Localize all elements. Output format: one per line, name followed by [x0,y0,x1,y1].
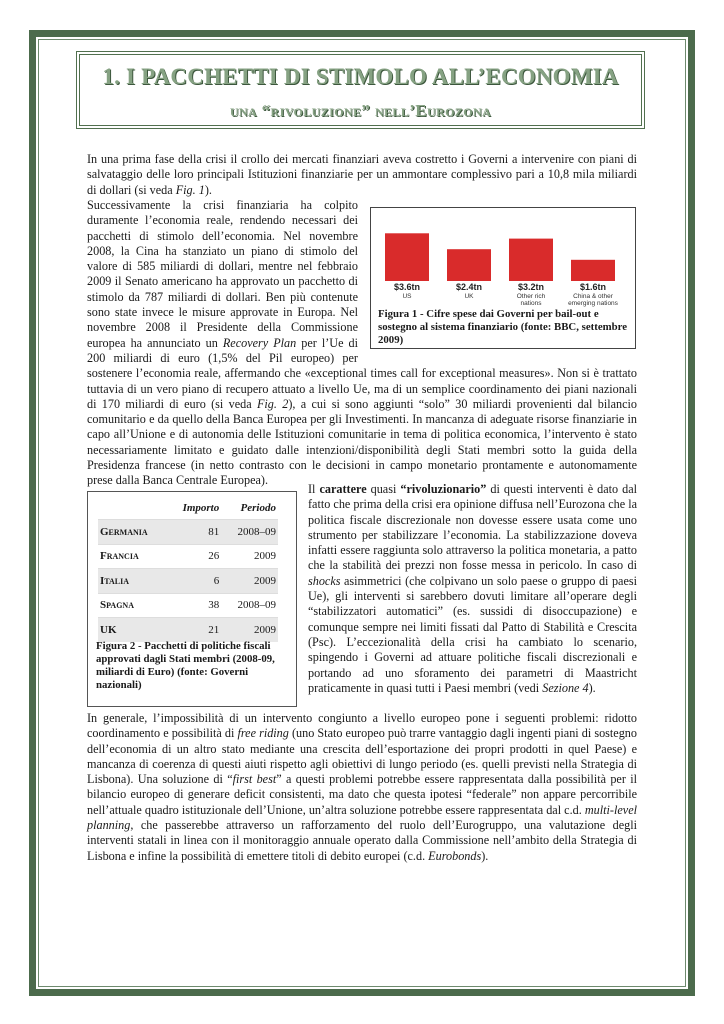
table-header-periodo: Periodo [240,502,276,514]
table-row [98,618,278,642]
term-shocks: shocks [308,573,341,588]
table-cell-period: 2008–09 [221,520,278,545]
table-cell-amount: 38 [167,593,221,618]
term-rivoluzionario: “rivoluzionario” [400,482,487,496]
table-row [98,593,278,618]
figure1-caption: Figura 1 - Cifre spese dai Governi per bail-out e sostegno al sistema finanziario (fonte: BBC, settembre 2009) [378,308,627,346]
table-row [98,544,278,569]
table-row [98,569,278,594]
chart-category-label: China & other [573,293,613,300]
table-cell-country: Spagna [98,593,167,618]
chart-category-label: UK [464,293,474,300]
figure2-caption: Figura 2 - Pacchetti di politiche fiscali approvati dagli Stati membri (2008-09, miliardi di Euro) (fonte: Governi nazionali) [96,640,275,691]
table-cell-period: 2009 [221,544,278,569]
table-cell-amount: 6 [167,569,221,594]
chart-category-label: nations [520,300,542,307]
term-free-riding: free riding [237,726,289,741]
paragraph-problems: In generale, l’impossibilità di un intervento congiunto a livello europeo pone i seguenti problemi: ridotto coordinamento e possibilità di free riding (uno Stato europeo può trarre vantaggio dagli ingenti piani di sostegno dell’economia di un altro stato mediante una crescita dell’esportazione dei propri prodotti in quel Paese) e mancanza di coerenza di questi aiuti rispetto agli obiettivi di lungo periodo (es. quelli previsti nella Strategia di Lisbona). Una soluzione di “first best” a questi problemi potrebbe essere rappresentata dalla possibilità per il bilancio europeo di generare deficit consistenti, ma dato che questa ipotesi “federale” non appare percorribile nell’attuale quadro istituzionale dell’Unione, un’altra soluzione potrebbe essere rappresentata dal c.d. multi-level planning, che passerebbe attraverso un rafforzamento del ruolo dell’Eurogruppo, una valutazione degli interventi statali in linea con il monitoraggio annuale operato dalla Commissione nell’ambito della Strategia di Lisbona e infine la possibilità di emettere titoli di debito europei (c.d. Eurobonds). [87,711,637,863]
chart-value-label: $1.6tn [579,282,607,292]
title-box [76,51,645,129]
chart-category-label: emerging nations [568,300,618,307]
fig1-reference[interactable]: Fig. 1 [175,182,205,197]
fig2-reference[interactable]: Fig. 2 [256,396,289,411]
chart-value-label: $3.6tn [393,282,421,292]
chart-category-label: US [402,293,412,300]
table-cell-amount: 26 [167,544,221,569]
figure1-bar-chart [371,208,635,308]
chart-bar [447,249,491,281]
page-subtitle: una “rivoluzione” nell’Eurozona [229,101,492,120]
table-cell-period: 2008–09 [221,593,278,618]
page-title: 1. I PACCHETTI DI STIMOLO ALL’ECONOMIA [102,64,619,89]
paragraph-revolutionary: Il carattere quasi “rivoluzionario” di questi interventi è dato dal fatto che prima della crisi era opinione diffusa nell’Eurozona che la politica fiscale discrezionale non dovesse essere usata come uno strumento per stabilizzare l’economia. La stabilizzazione doveva infatti essere raggiunta solo attraverso la politica monetaria, a patto che la stabilità dei prezzi non fosse messa in pericolo. In caso di shocks asimmetrici (che colpivano un solo paese o gruppo di paesi Ue), gli interventi si sarebbero dovuti limitare all’operare degli “stabilizzatori automatici” (es. sussidi di disoccupazione) e comunque sempre nei limiti fissati dal Patto di Stabilità e Crescita (Psc). L’eccezionalità della crisi ha cambiato lo scenario, spingendo i Governi ad attuare politiche fiscali discrezionali e portando ad uno sforamento dei parametri di Maastricht praticamente in quasi tutti i Paesi membri (vedi Sezione 4). [87,482,637,711]
chart-value-label: $3.2tn [517,282,545,292]
paragraph-stimulus: Successivamente la crisi finanziaria ha colpito duramente l’economia reale, rendendo necessari dei pacchetti di stimolo dell’economia. Nel novembre 2008, la Cina ha stanziato un piano di stimolo del valore di 585 miliardi di dollari, mentre nel febbraio 2009 il Senato americano ha approvato un pacchetto di stimolo da 787 miliardi di dollari. Ben più contenute sono state invece le misure approvate in Europa. Nel novembre 2008 il Presidente della Commissione europea ha annunciato un Recovery Plan per l’Ue di 200 miliardi di euro (1,5% del Pil europeo) per sostenere l’economia reale, affermando che «exceptional times call for exceptional measures». Non si è trattato tuttavia di un vero piano di recupero attuato a livello Ue, ma di un semplice coordinamento dei piani nazionali di 170 miliardi di euro (si veda Fig. 2), a cui si sono aggiunti “solo” 30 miliardi provenienti dal bilancio comunitario e da quello della Banca Europea per gli Investimenti. In mancanza di adeguate risorse finanziarie in capo all’Unione e di autonomia delle Istituzioni comunitarie in tema di politica economica, l’intervento è stato necessariamente limitato e guidato dalle intenzioni/disponibilità degli Stati membri sotto la guida della Presidenza francese (in netto contrasto con le decisioni in campo monetario prontamente e autonomamente prese dalla Banca Centrale Europea). [87,198,637,488]
table-row [98,520,278,545]
recovery-plan-term: Recovery Plan [222,335,297,350]
table-header-row [98,497,278,520]
paragraph-intro: In una prima fase della crisi il crollo dei mercati finanziari aveva costretto i Governi a intervenire con piani di salvataggio delle loro principali Istituzioni finanziarie per un ammontare complessivo pari a 10,8 mila miliardi di dollari (si veda Fig. 1). [87,152,637,197]
chart-category-label: Other rich [516,293,546,300]
table-cell-country: Germania [98,520,167,545]
term-multi-level-planning: multi-level planning [87,802,637,833]
table-cell-amount: 21 [167,618,221,642]
chart-bar [509,239,553,281]
section4-reference[interactable]: Sezione 4 [542,680,589,695]
table-cell-period: 2009 [221,618,278,642]
table-cell-country: UK [98,618,167,642]
term-first-best: first best [232,772,277,787]
figure2-table [98,497,278,642]
table-cell-period: 2009 [221,569,278,594]
table-cell-country: Italia [98,569,167,594]
term-eurobonds: Eurobonds [428,848,482,863]
table-cell-amount: 81 [167,520,221,545]
table-cell-country: Francia [98,544,167,569]
chart-bar [571,260,615,281]
table-header-importo: Importo [182,502,220,514]
term-carattere: carattere [319,482,367,496]
chart-value-label: $2.4tn [455,282,483,292]
table-header-country [98,497,167,520]
chart-bar [385,233,429,281]
